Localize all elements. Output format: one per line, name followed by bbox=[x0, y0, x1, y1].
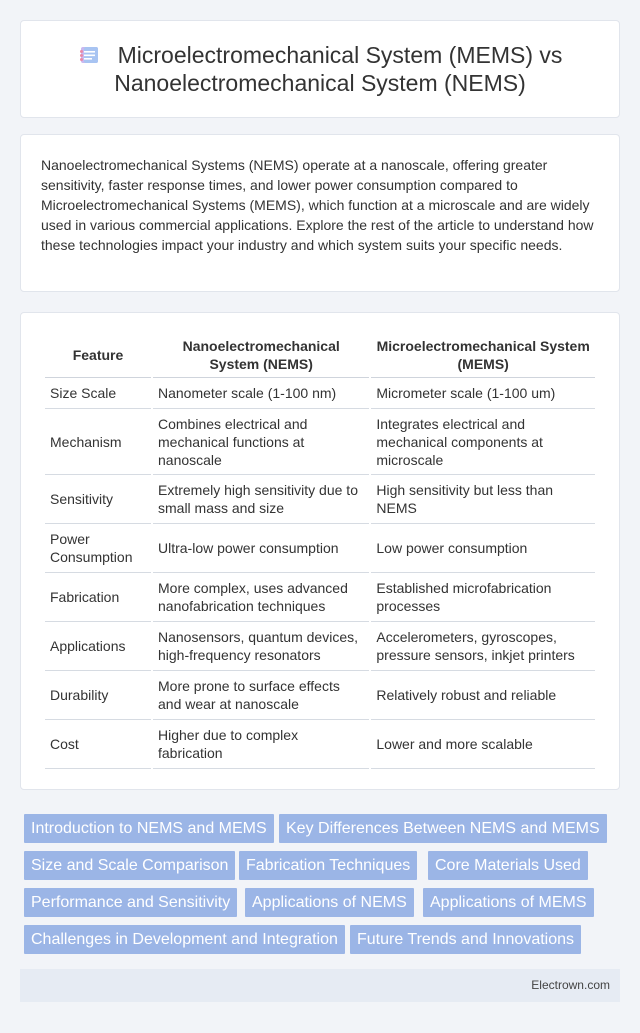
row-mems: Lower and more scalable bbox=[371, 720, 595, 769]
page-title bbox=[51, 41, 589, 97]
row-feature: Size Scale bbox=[45, 378, 151, 409]
row-nems: More complex, uses advanced nanofabrication techniques bbox=[153, 573, 369, 622]
tag-challenges[interactable]: Challenges in Development and Integration bbox=[24, 925, 345, 954]
row-mems: Established microfabrication processes bbox=[371, 573, 595, 622]
footer bbox=[20, 969, 620, 1002]
table-row bbox=[45, 622, 595, 671]
row-feature: Sensitivity bbox=[45, 475, 151, 524]
header-feature: Feature bbox=[45, 333, 151, 378]
title-wrap bbox=[51, 41, 589, 97]
tag-core-materials[interactable]: Core Materials Used bbox=[428, 851, 588, 880]
row-nems: More prone to surface effects and wear at nanoscale bbox=[153, 671, 369, 720]
table-row bbox=[45, 573, 595, 622]
tag-applications-nems[interactable]: Applications of NEMS bbox=[245, 888, 414, 917]
row-mems: Micrometer scale (1-100 um) bbox=[371, 378, 595, 409]
table-row bbox=[45, 475, 595, 524]
table-row bbox=[45, 720, 595, 769]
tag-applications-mems[interactable]: Applications of MEMS bbox=[423, 888, 594, 917]
row-nems: Extremely high sensitivity due to small mass and size bbox=[153, 475, 369, 524]
row-mems: Relatively robust and reliable bbox=[371, 671, 595, 720]
row-feature: Power Consumption bbox=[45, 524, 151, 573]
footer-site: Electrown.com bbox=[531, 978, 610, 992]
tag-size-scale[interactable]: Size and Scale Comparison bbox=[24, 851, 235, 880]
row-nems: Nanometer scale (1-100 nm) bbox=[153, 378, 369, 409]
tag-future-trends[interactable]: Future Trends and Innovations bbox=[350, 925, 581, 954]
header-nems: Nanoelectromechanical System (NEMS) bbox=[153, 333, 369, 378]
row-feature: Mechanism bbox=[45, 409, 151, 475]
table-row bbox=[45, 409, 595, 475]
tag-performance[interactable]: Performance and Sensitivity bbox=[24, 888, 237, 917]
title-card bbox=[20, 20, 620, 118]
row-mems: High sensitivity but less than NEMS bbox=[371, 475, 595, 524]
row-feature: Durability bbox=[45, 671, 151, 720]
tag-introduction[interactable]: Introduction to NEMS and MEMS bbox=[24, 814, 274, 843]
table-header-row bbox=[45, 333, 595, 378]
row-nems: Combines electrical and mechanical functions at nanoscale bbox=[153, 409, 369, 475]
intro-paragraph: Nanoelectromechanical Systems (NEMS) operate at a nanoscale, offering greater sensitivity, faster response times, and lower power consumption compared to Microelectromechanical Systems (MEMS), which function at a microscale and are widely used in various commercial applications. Explore the rest of the article to understand how these technologies impact your industry and which system suits your specific needs. bbox=[41, 157, 594, 253]
document-icon bbox=[78, 45, 100, 65]
row-feature: Fabrication bbox=[45, 573, 151, 622]
row-nems: Nanosensors, quantum devices, high-frequency resonators bbox=[153, 622, 369, 671]
table-row bbox=[45, 524, 595, 573]
page-title-text: Microelectromechanical System (MEMS) vs Nanoelectromechanical System (NEMS) bbox=[114, 42, 563, 96]
intro-card bbox=[20, 134, 620, 292]
row-mems: Accelerometers, gyroscopes, pressure sensors, inkjet printers bbox=[371, 622, 595, 671]
tag-key-differences[interactable]: Key Differences Between NEMS and MEMS bbox=[279, 814, 607, 843]
row-mems: Low power consumption bbox=[371, 524, 595, 573]
table-row bbox=[45, 378, 595, 409]
row-feature: Cost bbox=[45, 720, 151, 769]
header-mems: Microelectromechanical System (MEMS) bbox=[371, 333, 595, 378]
row-nems: Ultra-low power consumption bbox=[153, 524, 369, 573]
row-feature: Applications bbox=[45, 622, 151, 671]
row-nems: Higher due to complex fabrication bbox=[153, 720, 369, 769]
row-mems: Integrates electrical and mechanical components at microscale bbox=[371, 409, 595, 475]
table-row bbox=[45, 671, 595, 720]
comparison-card bbox=[20, 312, 620, 790]
comparison-table bbox=[43, 333, 597, 769]
tag-fabrication[interactable]: Fabrication Techniques bbox=[239, 851, 417, 880]
